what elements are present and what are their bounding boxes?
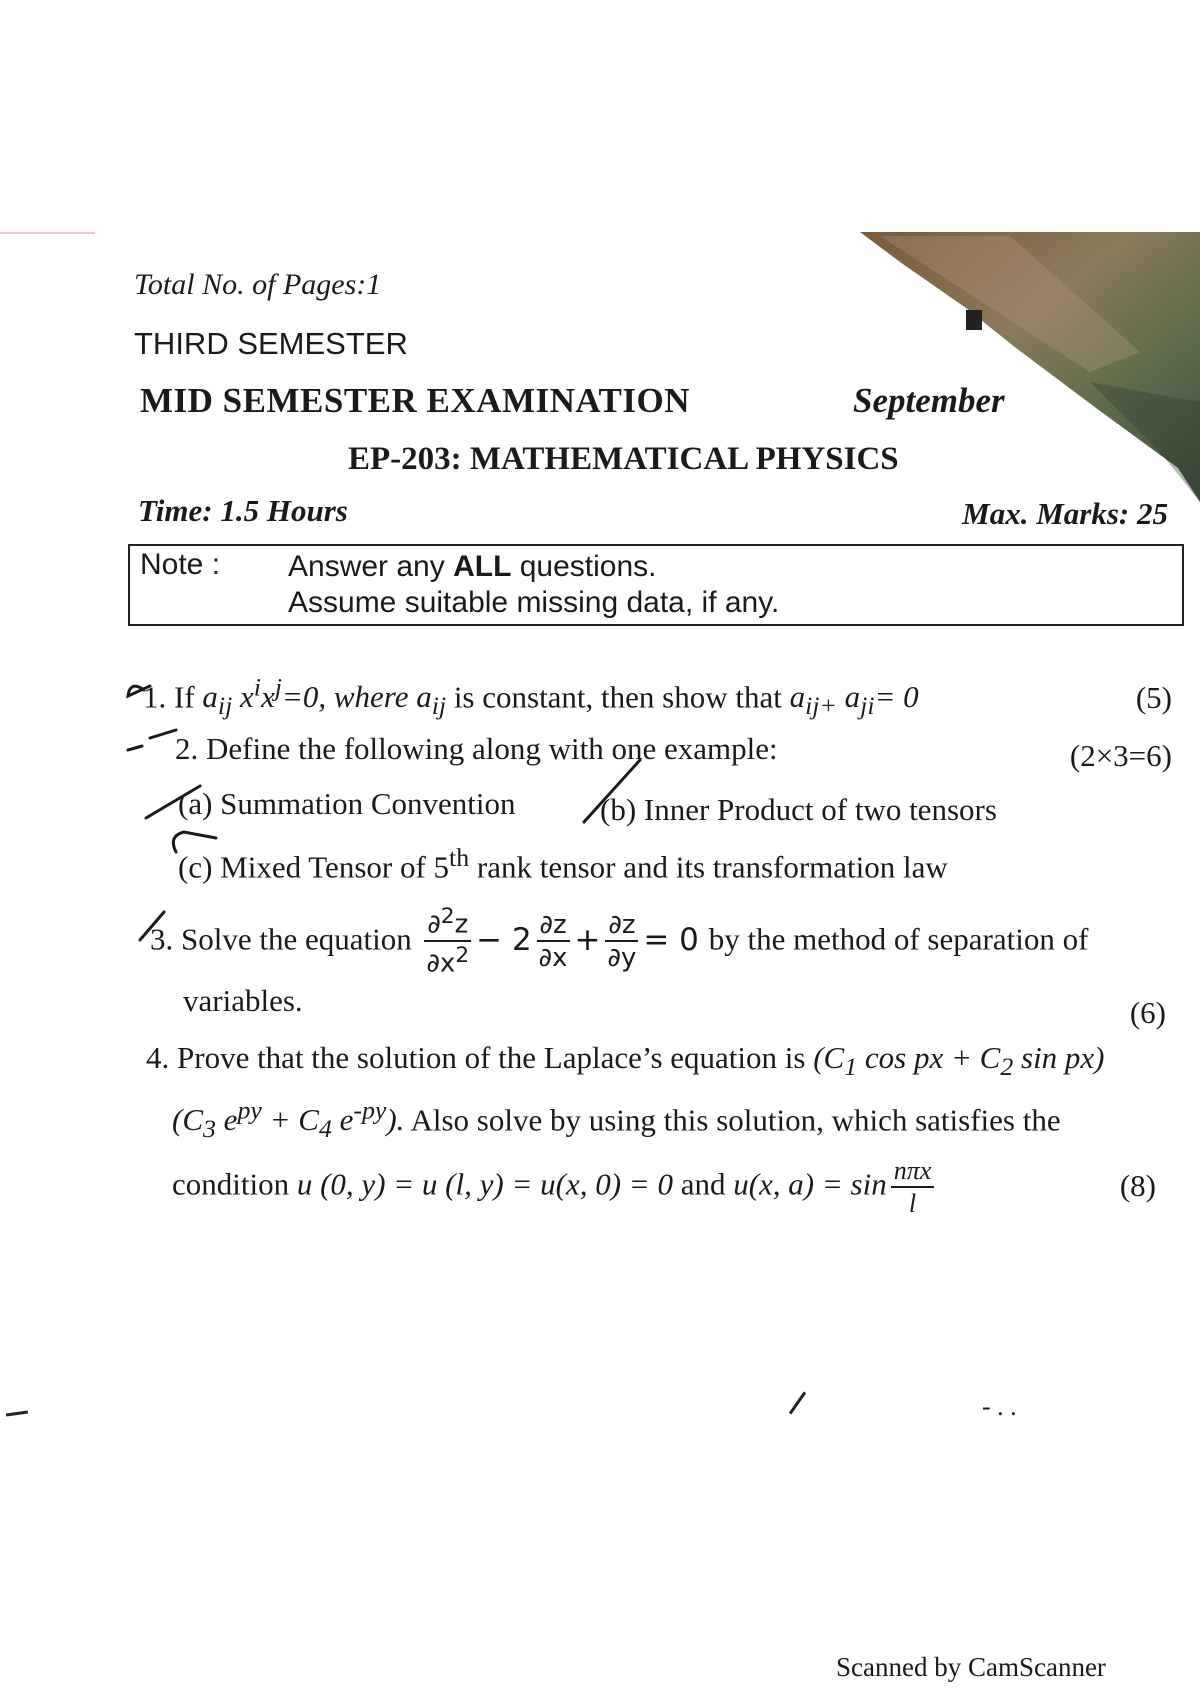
question-1-marks: (5) — [1135, 680, 1172, 715]
question-3-number: 3. — [150, 921, 174, 957]
question-4-line-1: 4. Prove that the solution of the Laplace’s equation is ($C_1$ cos px + $C_2$ sin px) — [146, 1040, 1105, 1082]
tick-q2c — [173, 832, 216, 852]
question-4-line-2-text: Also solve by using this solution, which satisfies the — [410, 1102, 1061, 1138]
question-3-equation: $\frac{\partial^2z}{\partial x^2}$ − 2 $\frac{\partial z}{\partial x}$ + $\frac{\partial z}{\partial y}$ = 0 — [419, 922, 708, 958]
subject-title: EP-203: MATHEMATICAL PHYSICS — [348, 441, 899, 477]
question-4-line-3-text: condition — [172, 1166, 290, 1202]
max-marks: Max. Marks: 25 — [962, 496, 1168, 531]
question-2c: (c) Mixed Tensor of 5th rank tensor and its transformation law — [178, 843, 948, 885]
note-box — [128, 544, 1184, 626]
tick-q2b — [584, 760, 640, 822]
question-3-continuation: variables. — [183, 983, 303, 1018]
bottom-tick-mark — [789, 1391, 806, 1414]
bottom-pen-mark — [6, 1410, 28, 1416]
question-2c-label: (c) — [178, 849, 213, 885]
question-3-text-before: Solve the equation — [181, 921, 412, 957]
question-4-marks: (8) — [1119, 1168, 1156, 1203]
note-label: Note : — [140, 548, 221, 581]
dash-q2 — [128, 746, 142, 750]
note-line-2: Assume suitable missing data, if any. — [288, 586, 780, 619]
question-4-line-2: ($C_3$ $e^{py} + C_4$ $e^{-py}$). Also solve by using this solution, which satisfies the — [172, 1096, 1061, 1144]
page-edge-mark — [0, 232, 95, 234]
bottom-dots-mark: - . . — [982, 1392, 1017, 1421]
question-4-line-1-text: Prove that the solution of the Laplace’s equation is — [177, 1040, 806, 1075]
question-2-number: 2. — [175, 731, 199, 766]
note-line-1: Answer any ALL questions. — [288, 550, 657, 583]
handwritten-tick-q3 — [134, 906, 174, 946]
total-pages: Total No. of Pages:1 — [134, 268, 382, 301]
exam-month: September — [853, 381, 1005, 420]
question-2-text: Define the following along with one example: — [206, 731, 778, 766]
corner-photo-glyph — [966, 310, 982, 330]
semester-label: THIRD SEMESTER — [134, 326, 408, 361]
question-1-number: 1. — [143, 679, 167, 715]
question-3-marks: (6) — [1129, 995, 1166, 1030]
question-3 — [150, 904, 1089, 979]
exam-time: Time: 1.5 Hours — [138, 493, 348, 528]
question-2b-text: Inner Product of two tensors — [643, 792, 997, 827]
tick-q1 — [128, 686, 150, 696]
tick-q2a — [146, 786, 200, 818]
question-2a-text: Summation Convention — [220, 786, 516, 821]
question-4-number: 4. — [146, 1040, 170, 1075]
exam-title: MID SEMESTER EXAMINATION — [140, 381, 691, 420]
tick-q2 — [150, 730, 176, 738]
question-2-marks: (2×3=6) — [1069, 738, 1172, 773]
question-4-line-3: condition u (0, y) = u (l, y) = u(x, 0) = 0 and u(x, a) = sin $\frac{\text{nπx}}{l}$ — [172, 1158, 938, 1217]
question-1: 1. If $a_{ij}$ $x^ix^j=0$, where $a_{ij}$ is constant, then show that $a_{ij+}$ $a_{ji}= 0$ — [143, 673, 919, 721]
question-2a-label: (a) — [178, 786, 213, 821]
question-3-text-after: by the method of separation of — [708, 921, 1089, 957]
handwritten-ticks — [110, 660, 930, 890]
scanner-watermark: Scanned by CamScanner — [836, 1652, 1106, 1682]
question-2b-label: (b) — [600, 792, 637, 827]
